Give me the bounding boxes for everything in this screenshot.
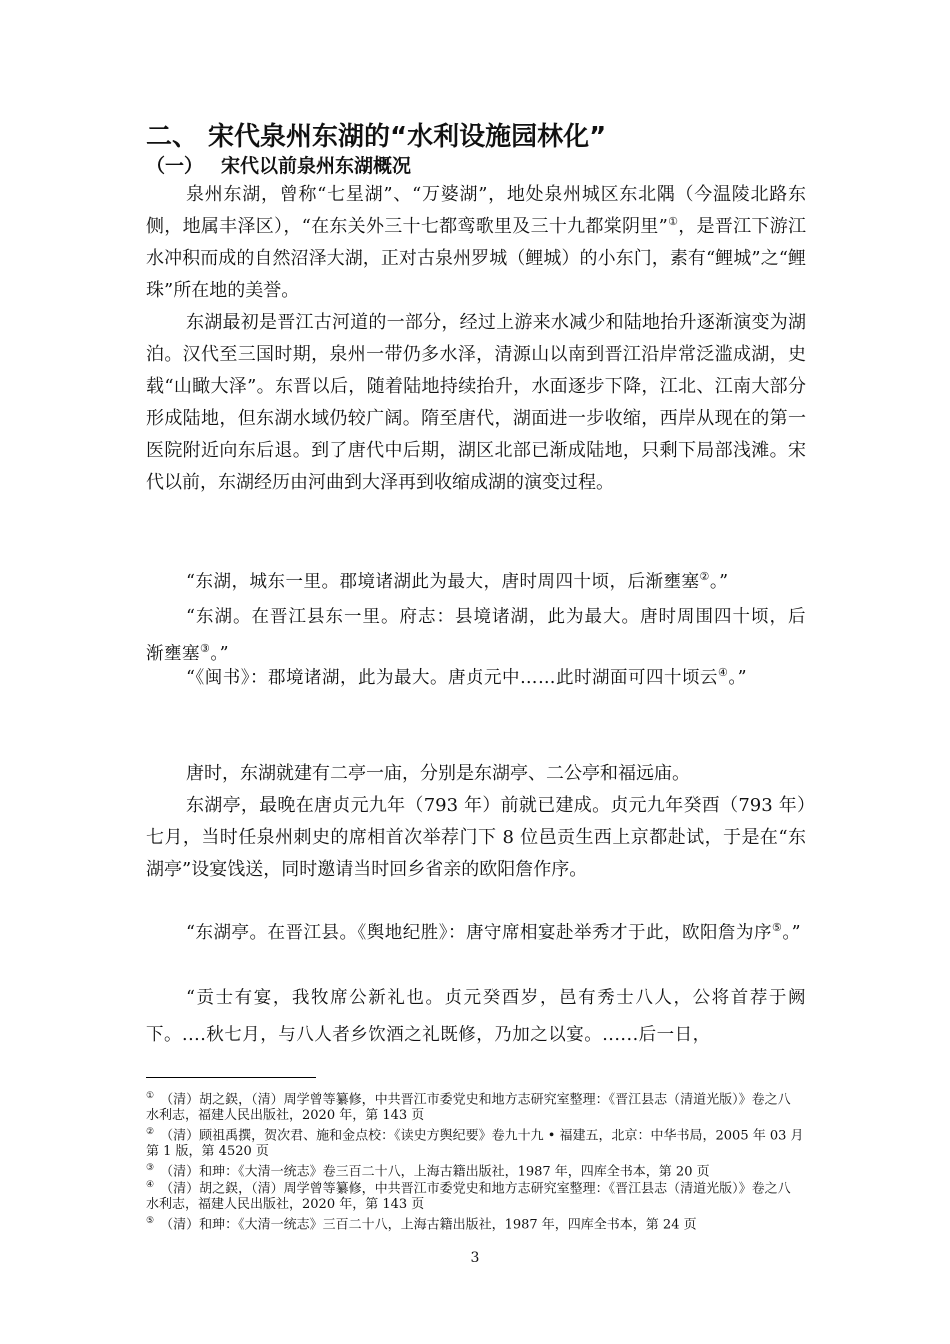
quote-5: “贡士有宴，我牧席公新礼也。贞元癸酉岁，邑有秀士八人，公将首荐于阙下。....秋七月，与八人者乡饮酒之礼既修，乃加之以宴。......后一日， xyxy=(146,988,806,1045)
footnote-mark: ⑤ xyxy=(146,1216,155,1226)
section-number: 二、 xyxy=(146,122,199,152)
footnote-4 xyxy=(146,1177,806,1213)
quote-4 xyxy=(146,915,806,952)
quote-1-text-a: “东湖，城东一里。郡境诸湖此为最大，唐时周四十顷，后渐壅塞 xyxy=(186,572,700,592)
footnote-mark: ① xyxy=(146,1091,155,1101)
quote-2-text-b: 。” xyxy=(210,644,230,664)
page-number: 3 xyxy=(470,1250,480,1266)
paragraph-1 xyxy=(146,179,806,307)
quote-4-text-a: “东湖亭。在晋江县。《舆地纪胜》：唐守席相宴赴举秀才于此，欧阳詹为序 xyxy=(186,923,772,943)
footnote-mark: ④ xyxy=(146,1180,155,1190)
footnote-mark: ② xyxy=(146,1127,155,1137)
footnote-text: （清）顾祖禹撰，贺次君、施和金点校：《读史方舆纪要》卷九十九 • 福建五，北京：中华书局，2005 年 03 月第 1 版，第 4520 页 xyxy=(146,1128,804,1160)
footnote-divider xyxy=(146,1077,316,1078)
footnote-ref-2[interactable]: ② xyxy=(699,570,710,584)
subsection-title: 宋代以前泉州东湖概况 xyxy=(221,155,412,177)
section-title: 宋代泉州东湖的“水利设施园林化” xyxy=(208,122,607,152)
footnote-ref-5[interactable]: ⑤ xyxy=(771,921,783,935)
footnote-1 xyxy=(146,1088,806,1124)
footnote-5 xyxy=(146,1213,806,1233)
footnote-text: （清）胡之鋘，（清）周学曾等纂修，中共晋江市委党史和地方志研究室整理：《晋江县志（清道光版）》卷之八 水利志，福建人民出版社，2020 年，第 143 页 xyxy=(146,1181,791,1213)
section-heading xyxy=(146,116,606,153)
footnote-text: （清）胡之鋘，（清）周学曾等纂修，中共晋江市委党史和地方志研究室整理：《晋江县志（清道光版）》卷之八 水利志，福建人民出版社，2020 年，第 143 页 xyxy=(146,1092,791,1124)
footnote-ref-3[interactable]: ③ xyxy=(200,642,211,656)
quote-2-text-a: “东湖。在晋江县东一里。府志：县境诸湖，此为最大。唐时周围四十顷，后渐壅塞 xyxy=(146,607,806,664)
quote-3 xyxy=(146,660,806,697)
paragraph-4: 东湖亭，最晚在唐贞元九年（793 年）前就已建成。贞元九年癸酉（793 年）七月，当时任泉州刺史的席相首次举荐门下 8 位邑贡生西上京都赴试，于是在“东湖亭”设宴饯送，同时邀请当时回乡省亲的欧阳詹作序。 xyxy=(146,795,806,880)
paragraph-2: 东湖最初是晋江古河道的一部分，经过上游来水减少和陆地抬升逐渐演变为湖泊。汉代至三国时期，泉州一带仍多水泽，清源山以南到晋江沿岸常泛滥成湖，史载“山瞰大泽”。东晋以后，随着陆地持续抬升，水面逐步下降，江北、江南大部分形成陆地，但东湖水域仍较广阔。隋至唐代，湖面进一步收缩，西岸从现在的第一医院附近向东后退。到了唐代中后期，湖区北部已渐成陆地，只剩下局部浅滩。宋代以前，东湖经历由河曲到大泽再到收缩成湖的演变过程。 xyxy=(146,312,806,493)
footnote-2 xyxy=(146,1124,806,1160)
footnote-ref-1[interactable]: ① xyxy=(667,215,679,228)
paragraph-3: 唐时，东湖就建有二亭一庙，分别是东湖亭、二公亭和福远庙。 xyxy=(186,763,690,784)
subsection-heading xyxy=(146,151,411,178)
subsection-number: （一） xyxy=(146,155,204,177)
quote-4-text-b: 。” xyxy=(782,923,802,943)
paragraph-1-text-a: 泉州东湖，曾称“七星湖”、“万婆湖”，地处泉州城区东北隅（今温陵北路东侧，地属丰泽区），“在东关外三十七都鸾歌里及三十九都棠阴里” xyxy=(146,184,806,237)
paragraph-1-text-b: ，是晋江下游江水冲积而成的自然沼泽大湖，正对古泉州罗城（鲤城）的小东门，素有“鲤城”之“鲤珠”所在地的美誉。 xyxy=(146,216,807,301)
quote-3-text-b: 。” xyxy=(728,668,748,688)
footnote-mark: ③ xyxy=(146,1163,155,1173)
footnote-text: （清）和珅：《大清一统志》卷三百二十八，上海古籍出版社，1987 年，四库全书本，第 20 页 xyxy=(160,1164,710,1180)
quote-3-text-a: “《闽书》：郡境诸湖，此为最大。唐贞元中……此时湖面可四十顷云 xyxy=(186,668,718,688)
quote-1 xyxy=(146,564,806,601)
quote-1-text-b: 。” xyxy=(709,572,729,592)
footnote-text: （清）和珅：《大清一统志》三百二十八，上海古籍出版社，1987 年，四库全书本，第 24 页 xyxy=(160,1217,697,1233)
footnote-ref-4[interactable]: ④ xyxy=(717,666,729,680)
